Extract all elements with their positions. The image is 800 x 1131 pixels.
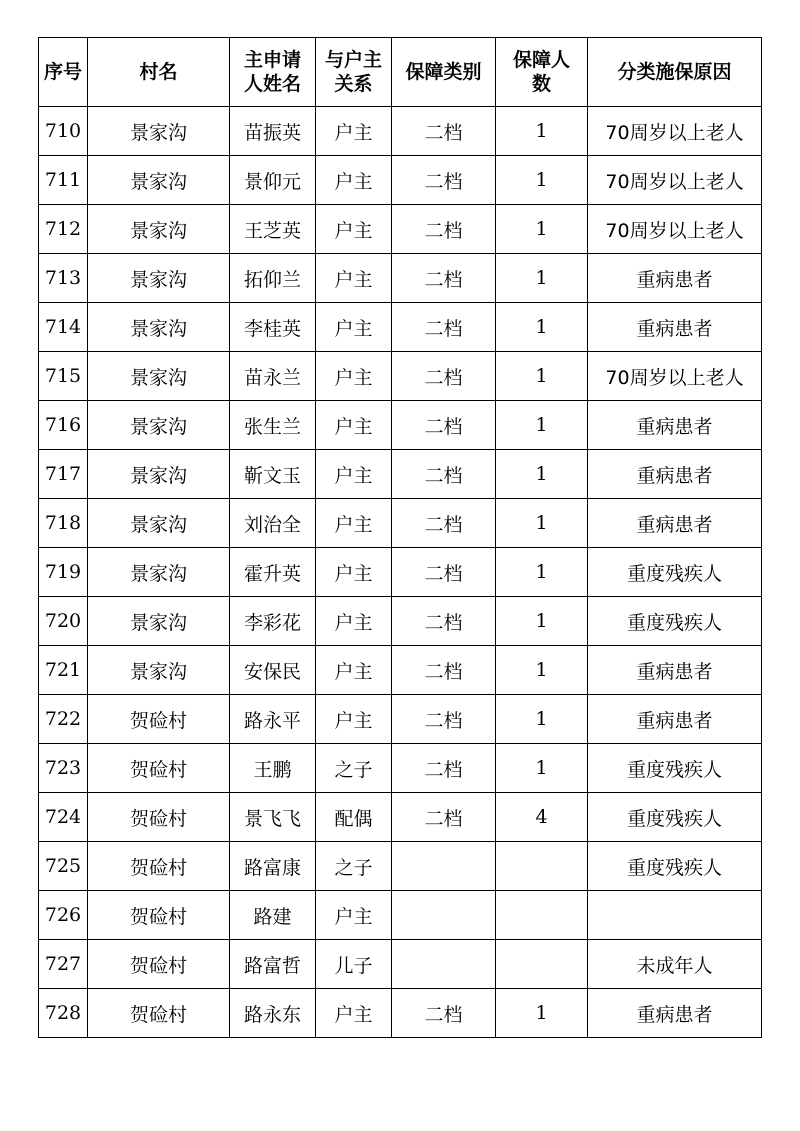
cell-assistance-category bbox=[392, 891, 496, 940]
cell-serial-number: 712 bbox=[39, 205, 88, 254]
cell-village-name: 景家沟 bbox=[88, 254, 230, 303]
cell-serial-number: 714 bbox=[39, 303, 88, 352]
cell-assistance-reason: 未成年人 bbox=[588, 940, 762, 989]
table-row bbox=[39, 793, 762, 842]
cell-covered-persons: 1 bbox=[496, 695, 588, 744]
cell-assistance-category: 二档 bbox=[392, 499, 496, 548]
table-row bbox=[39, 891, 762, 940]
cell-village-name: 贺硷村 bbox=[88, 940, 230, 989]
cell-village-name: 贺硷村 bbox=[88, 793, 230, 842]
cell-serial-number: 722 bbox=[39, 695, 88, 744]
cell-relation-to-head: 户主 bbox=[316, 254, 392, 303]
cell-relation-to-head: 户主 bbox=[316, 499, 392, 548]
cell-applicant-name: 路永平 bbox=[230, 695, 316, 744]
table-row bbox=[39, 597, 762, 646]
cell-relation-to-head: 户主 bbox=[316, 450, 392, 499]
cell-serial-number: 723 bbox=[39, 744, 88, 793]
table-row bbox=[39, 107, 762, 156]
cell-covered-persons: 1 bbox=[496, 499, 588, 548]
cell-assistance-category: 二档 bbox=[392, 450, 496, 499]
cell-applicant-name: 拓仰兰 bbox=[230, 254, 316, 303]
cell-assistance-reason: 重度残疾人 bbox=[588, 548, 762, 597]
cell-serial-number: 717 bbox=[39, 450, 88, 499]
cell-covered-persons: 1 bbox=[496, 156, 588, 205]
cell-relation-to-head: 户主 bbox=[316, 646, 392, 695]
cell-village-name: 景家沟 bbox=[88, 205, 230, 254]
cell-village-name: 贺硷村 bbox=[88, 891, 230, 940]
cell-covered-persons: 1 bbox=[496, 254, 588, 303]
cell-village-name: 景家沟 bbox=[88, 156, 230, 205]
cell-serial-number: 728 bbox=[39, 989, 88, 1038]
header-village-name: 村名 bbox=[88, 38, 230, 107]
cell-assistance-category: 二档 bbox=[392, 646, 496, 695]
cell-covered-persons: 1 bbox=[496, 352, 588, 401]
cell-covered-persons: 1 bbox=[496, 401, 588, 450]
cell-covered-persons bbox=[496, 891, 588, 940]
cell-applicant-name: 王鹏 bbox=[230, 744, 316, 793]
cell-assistance-reason: 70周岁以上老人 bbox=[588, 205, 762, 254]
cell-relation-to-head: 配偶 bbox=[316, 793, 392, 842]
cell-serial-number: 727 bbox=[39, 940, 88, 989]
cell-assistance-reason: 重病患者 bbox=[588, 989, 762, 1038]
cell-assistance-reason: 70周岁以上老人 bbox=[588, 107, 762, 156]
cell-assistance-reason: 重病患者 bbox=[588, 646, 762, 695]
cell-village-name: 景家沟 bbox=[88, 107, 230, 156]
cell-covered-persons: 1 bbox=[496, 205, 588, 254]
cell-assistance-reason: 重度残疾人 bbox=[588, 597, 762, 646]
cell-village-name: 景家沟 bbox=[88, 548, 230, 597]
cell-covered-persons: 1 bbox=[496, 597, 588, 646]
cell-assistance-category: 二档 bbox=[392, 597, 496, 646]
cell-applicant-name: 苗振英 bbox=[230, 107, 316, 156]
cell-village-name: 贺硷村 bbox=[88, 695, 230, 744]
cell-applicant-name: 刘治全 bbox=[230, 499, 316, 548]
cell-relation-to-head: 户主 bbox=[316, 303, 392, 352]
cell-relation-to-head: 户主 bbox=[316, 548, 392, 597]
cell-covered-persons: 1 bbox=[496, 107, 588, 156]
cell-assistance-category: 二档 bbox=[392, 744, 496, 793]
cell-covered-persons bbox=[496, 940, 588, 989]
table-header-row bbox=[39, 38, 762, 107]
cell-assistance-reason: 重度残疾人 bbox=[588, 793, 762, 842]
cell-assistance-category bbox=[392, 940, 496, 989]
table-row bbox=[39, 254, 762, 303]
cell-applicant-name: 李桂英 bbox=[230, 303, 316, 352]
cell-relation-to-head: 之子 bbox=[316, 744, 392, 793]
cell-assistance-category: 二档 bbox=[392, 989, 496, 1038]
cell-applicant-name: 安保民 bbox=[230, 646, 316, 695]
table-row bbox=[39, 352, 762, 401]
cell-serial-number: 726 bbox=[39, 891, 88, 940]
header-assistance-reason: 分类施保原因 bbox=[588, 38, 762, 107]
cell-village-name: 贺硷村 bbox=[88, 842, 230, 891]
cell-relation-to-head: 户主 bbox=[316, 107, 392, 156]
cell-village-name: 景家沟 bbox=[88, 303, 230, 352]
cell-serial-number: 719 bbox=[39, 548, 88, 597]
cell-assistance-category: 二档 bbox=[392, 793, 496, 842]
header-applicant-name: 主申请 人姓名 bbox=[230, 38, 316, 107]
cell-assistance-reason: 重度残疾人 bbox=[588, 842, 762, 891]
cell-serial-number: 710 bbox=[39, 107, 88, 156]
table-row bbox=[39, 744, 762, 793]
header-assistance-category: 保障类别 bbox=[392, 38, 496, 107]
cell-serial-number: 721 bbox=[39, 646, 88, 695]
cell-village-name: 贺硷村 bbox=[88, 744, 230, 793]
table-row bbox=[39, 842, 762, 891]
cell-covered-persons: 1 bbox=[496, 989, 588, 1038]
cell-applicant-name: 路建 bbox=[230, 891, 316, 940]
cell-assistance-category: 二档 bbox=[392, 107, 496, 156]
cell-covered-persons: 1 bbox=[496, 646, 588, 695]
cell-assistance-category: 二档 bbox=[392, 548, 496, 597]
cell-relation-to-head: 户主 bbox=[316, 989, 392, 1038]
cell-village-name: 贺硷村 bbox=[88, 989, 230, 1038]
table-row bbox=[39, 450, 762, 499]
cell-serial-number: 713 bbox=[39, 254, 88, 303]
cell-assistance-reason: 重病患者 bbox=[588, 695, 762, 744]
cell-assistance-category: 二档 bbox=[392, 303, 496, 352]
cell-applicant-name: 张生兰 bbox=[230, 401, 316, 450]
cell-applicant-name: 王芝英 bbox=[230, 205, 316, 254]
table-row bbox=[39, 205, 762, 254]
cell-covered-persons bbox=[496, 842, 588, 891]
cell-relation-to-head: 户主 bbox=[316, 401, 392, 450]
cell-applicant-name: 路富康 bbox=[230, 842, 316, 891]
table-row bbox=[39, 940, 762, 989]
cell-covered-persons: 1 bbox=[496, 303, 588, 352]
cell-village-name: 景家沟 bbox=[88, 450, 230, 499]
cell-village-name: 景家沟 bbox=[88, 401, 230, 450]
cell-applicant-name: 李彩花 bbox=[230, 597, 316, 646]
cell-relation-to-head: 户主 bbox=[316, 891, 392, 940]
cell-assistance-category: 二档 bbox=[392, 695, 496, 744]
cell-serial-number: 711 bbox=[39, 156, 88, 205]
table-row bbox=[39, 548, 762, 597]
table-row bbox=[39, 695, 762, 744]
table-row bbox=[39, 156, 762, 205]
cell-assistance-category bbox=[392, 842, 496, 891]
cell-applicant-name: 苗永兰 bbox=[230, 352, 316, 401]
cell-serial-number: 718 bbox=[39, 499, 88, 548]
table-row bbox=[39, 303, 762, 352]
cell-village-name: 景家沟 bbox=[88, 352, 230, 401]
cell-village-name: 景家沟 bbox=[88, 646, 230, 695]
cell-relation-to-head: 户主 bbox=[316, 352, 392, 401]
cell-relation-to-head: 户主 bbox=[316, 695, 392, 744]
assistance-roster-table bbox=[38, 37, 762, 1038]
table-row bbox=[39, 646, 762, 695]
cell-covered-persons: 1 bbox=[496, 450, 588, 499]
cell-village-name: 景家沟 bbox=[88, 597, 230, 646]
cell-village-name: 景家沟 bbox=[88, 499, 230, 548]
cell-relation-to-head: 户主 bbox=[316, 597, 392, 646]
cell-assistance-reason: 70周岁以上老人 bbox=[588, 352, 762, 401]
cell-serial-number: 724 bbox=[39, 793, 88, 842]
header-covered-persons: 保障人 数 bbox=[496, 38, 588, 107]
cell-assistance-category: 二档 bbox=[392, 401, 496, 450]
header-serial-number: 序号 bbox=[39, 38, 88, 107]
cell-serial-number: 715 bbox=[39, 352, 88, 401]
cell-applicant-name: 景仰元 bbox=[230, 156, 316, 205]
cell-assistance-reason: 70周岁以上老人 bbox=[588, 156, 762, 205]
table-row bbox=[39, 401, 762, 450]
header-relation-to-head: 与户主 关系 bbox=[316, 38, 392, 107]
cell-applicant-name: 靳文玉 bbox=[230, 450, 316, 499]
cell-assistance-category: 二档 bbox=[392, 352, 496, 401]
cell-serial-number: 716 bbox=[39, 401, 88, 450]
table-row bbox=[39, 499, 762, 548]
cell-applicant-name: 路永东 bbox=[230, 989, 316, 1038]
cell-assistance-category: 二档 bbox=[392, 205, 496, 254]
cell-relation-to-head: 之子 bbox=[316, 842, 392, 891]
cell-assistance-category: 二档 bbox=[392, 254, 496, 303]
cell-serial-number: 725 bbox=[39, 842, 88, 891]
cell-covered-persons: 4 bbox=[496, 793, 588, 842]
cell-relation-to-head: 户主 bbox=[316, 156, 392, 205]
table-row bbox=[39, 989, 762, 1038]
cell-assistance-reason: 重病患者 bbox=[588, 254, 762, 303]
cell-assistance-category: 二档 bbox=[392, 156, 496, 205]
cell-assistance-reason: 重病患者 bbox=[588, 401, 762, 450]
cell-assistance-reason: 重度残疾人 bbox=[588, 744, 762, 793]
cell-serial-number: 720 bbox=[39, 597, 88, 646]
table-body bbox=[39, 107, 762, 1038]
cell-assistance-reason: 重病患者 bbox=[588, 450, 762, 499]
cell-assistance-reason: 重病患者 bbox=[588, 499, 762, 548]
cell-assistance-reason: 重病患者 bbox=[588, 303, 762, 352]
cell-covered-persons: 1 bbox=[496, 744, 588, 793]
cell-assistance-reason bbox=[588, 891, 762, 940]
cell-relation-to-head: 户主 bbox=[316, 205, 392, 254]
cell-relation-to-head: 儿子 bbox=[316, 940, 392, 989]
cell-applicant-name: 路富哲 bbox=[230, 940, 316, 989]
cell-applicant-name: 景飞飞 bbox=[230, 793, 316, 842]
cell-covered-persons: 1 bbox=[496, 548, 588, 597]
cell-applicant-name: 霍升英 bbox=[230, 548, 316, 597]
